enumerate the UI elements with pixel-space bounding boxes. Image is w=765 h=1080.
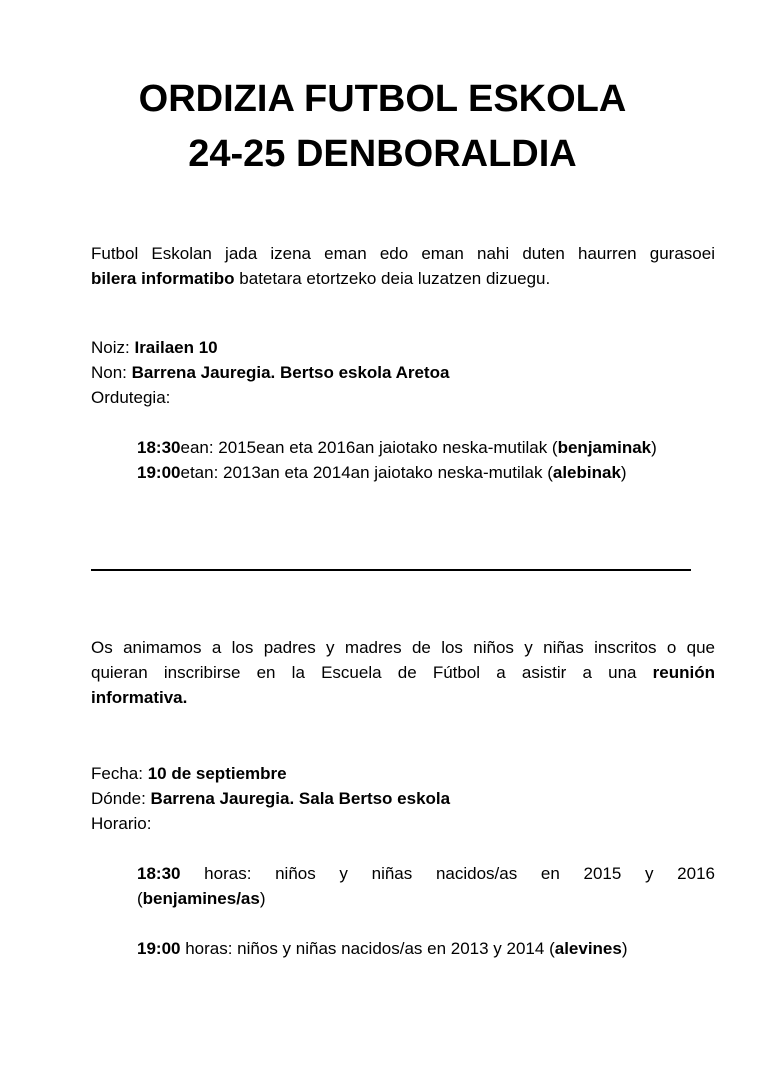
es-intro-line-2: [91, 660, 715, 685]
es-place-value: Barrena Jauregia. Sala Bertso eskola: [150, 789, 451, 808]
eu-slot-1-time: 18:30: [137, 438, 181, 457]
eu-where-value: Barrena Jauregia. Bertso eskola Aretoa: [131, 363, 450, 382]
eu-when: [91, 335, 715, 360]
eu-schedule-label: Ordutegia:: [91, 388, 171, 407]
es-slot-1-line-2: [137, 886, 715, 911]
es-place-label: Dónde:: [91, 789, 151, 808]
document-title: [0, 72, 765, 182]
section-divider: [91, 569, 691, 571]
eu-slot-1: [137, 435, 715, 460]
es-schedule-label: Horario:: [91, 814, 152, 833]
eu-where: [91, 360, 715, 385]
es-date-label: Fecha:: [91, 764, 148, 783]
es-slot-1-time: 18:30: [137, 864, 181, 883]
es-intro-line-2-text: quieran inscribirse en la Escuela de Fútbol a asistir a una: [91, 663, 653, 682]
eu-intro-rest: batetara etortzeko deia luzatzen dizuegu.: [234, 269, 551, 288]
title-line-1: ORDIZIA FUTBOL ESKOLA: [138, 78, 627, 120]
eu-slot-2-group: alebinak: [552, 463, 621, 482]
eu-where-label: Non:: [91, 363, 132, 382]
es-intro-bold: reunión: [652, 663, 715, 682]
eu-when-value: Irailaen 10: [134, 338, 218, 357]
eu-slot-1-text: ean: 2015ean eta 2016an jaiotako neska-mutilak (: [180, 438, 558, 457]
eu-when-label: Noiz:: [91, 338, 135, 357]
es-slot-2-group: alevines: [554, 939, 622, 958]
es-slot-2: [137, 936, 715, 961]
es-date: [91, 761, 715, 786]
es-slot-1-text: horas: niños y niñas nacidos/as en 2015 y 2016: [180, 864, 715, 883]
es-intro-line-1: Os animamos a los padres y madres de los niños y niñas inscritos o que: [91, 638, 715, 657]
eu-slot-1-close: ): [651, 438, 657, 457]
es-slot-1-line-1: [137, 861, 715, 886]
es-intro-bold-2: informativa.: [91, 688, 188, 707]
es-place: [91, 786, 715, 811]
es-slot-2-time: 19:00: [137, 939, 181, 958]
title-line-2: 24-25 DENBORALDIA: [188, 133, 577, 175]
eu-slot-2-time: 19:00: [137, 463, 181, 482]
es-slot-2-text: horas: niños y niñas nacidos/as en 2013 y 2014 (: [180, 939, 555, 958]
es-slot-1-close: ): [259, 889, 266, 908]
es-slot-1-open: (: [137, 889, 143, 908]
eu-slot-2: [137, 460, 715, 485]
es-intro-line-3: [91, 685, 715, 710]
eu-intro-line-2: [91, 266, 715, 291]
eu-intro-bold: bilera informatibo: [91, 269, 235, 288]
eu-slot-2-close: ): [620, 463, 627, 482]
es-date-value: 10 de septiembre: [147, 764, 287, 783]
es-slot-2-close: ): [621, 939, 628, 958]
eu-intro-line-1: Futbol Eskolan jada izena eman edo eman nahi duten haurren gurasoei: [91, 244, 715, 263]
eu-slot-1-group: benjaminak: [557, 438, 652, 457]
es-slot-1-group: benjamines/as: [142, 889, 260, 908]
eu-slot-2-text: etan: 2013an eta 2014an jaiotako neska-mutilak (: [180, 463, 553, 482]
